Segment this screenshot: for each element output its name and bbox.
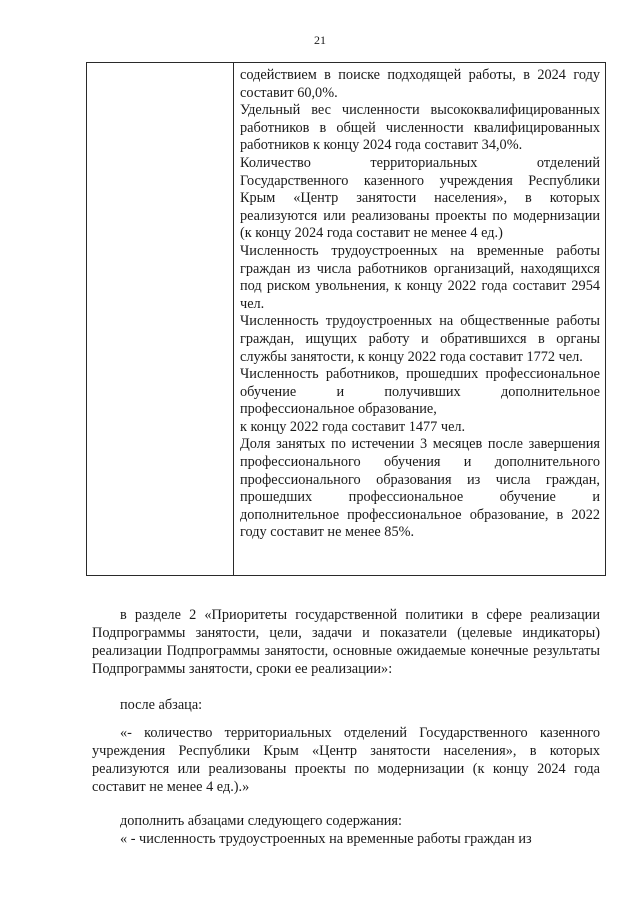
indicator-trained-workers: Численность работников, прошедших профессиональное обучение и получивших дополнительное профессиональное образование, [240,366,600,418]
indicator-public-works: Численность трудоустроенных на общественные работы граждан, ищущих работу и обратившихся в органы службы занятости, к концу 2022 года составит 1772 чел. [240,313,600,365]
indicator-employed-after-training: Доля занятых по истечении 3 месяцев после завершения профессионального обучения и дополнительного профессионального образования из числа граждан, прошедших профессиональное обучение и дополнительное профессиональное образование, в 2022 году составит не менее 85%. [240,436,600,541]
body-paragraph-section-2: в разделе 2 «Приоритеты государственной политики в сфере реализации Подпрограммы занятости, цели, задачи и показатели (целевые индикаторы) реализации Подпрограммы занятости, основные ожидаемые конечные результаты Подпрограммы занятости, сроки ее реализации»: [92,607,600,677]
table-right-cell [234,63,605,575]
body-paragraph-after: после абзаца: [120,697,203,713]
indicator-high-qualified-share: Удельный вес численности высококвалифицированных работников в общей численности квалифицированных работников к концу 2024 года составит 34,0%. [240,102,600,154]
table-left-cell [87,63,234,575]
indicator-table [86,62,606,576]
indicator-employment-assistance: содействием в поиске подходящей работы, в 2024 году составит 60,0%. [240,67,600,101]
body-paragraph-supplement: дополнить абзацами следующего содержания: « - численность трудоустроенных на временные работы граждан из [92,812,600,848]
indicator-temporary-jobs: Численность трудоустроенных на временные работы граждан из числа работников организаций, находящихся под риском увольнения, к концу 2022 года составит 2954 чел. [240,242,600,312]
page-number: 21 [314,33,326,47]
body-paragraph-continuation: « - численность трудоустроенных на временные работы граждан из [120,831,532,847]
body-paragraph-quote: «- количество территориальных отделений Государственного казенного учреждения Республики Крым «Центр занятости населения», в которых реализуются или реализованы проекты по модернизации (к концу 2024 года составит не менее 4 ед.).» [92,725,600,795]
indicator-trained-workers-value: к концу 2022 года составит 1477 чел. [240,418,466,435]
indicator-modernized-offices: Количество территориальных отделений Государственного казенного учреждения Республики Крым «Центр занятости населения», в которых реализуются или реализованы проекты по модернизации (к концу 2024 года составит не менее 4 ед.) [240,154,600,242]
